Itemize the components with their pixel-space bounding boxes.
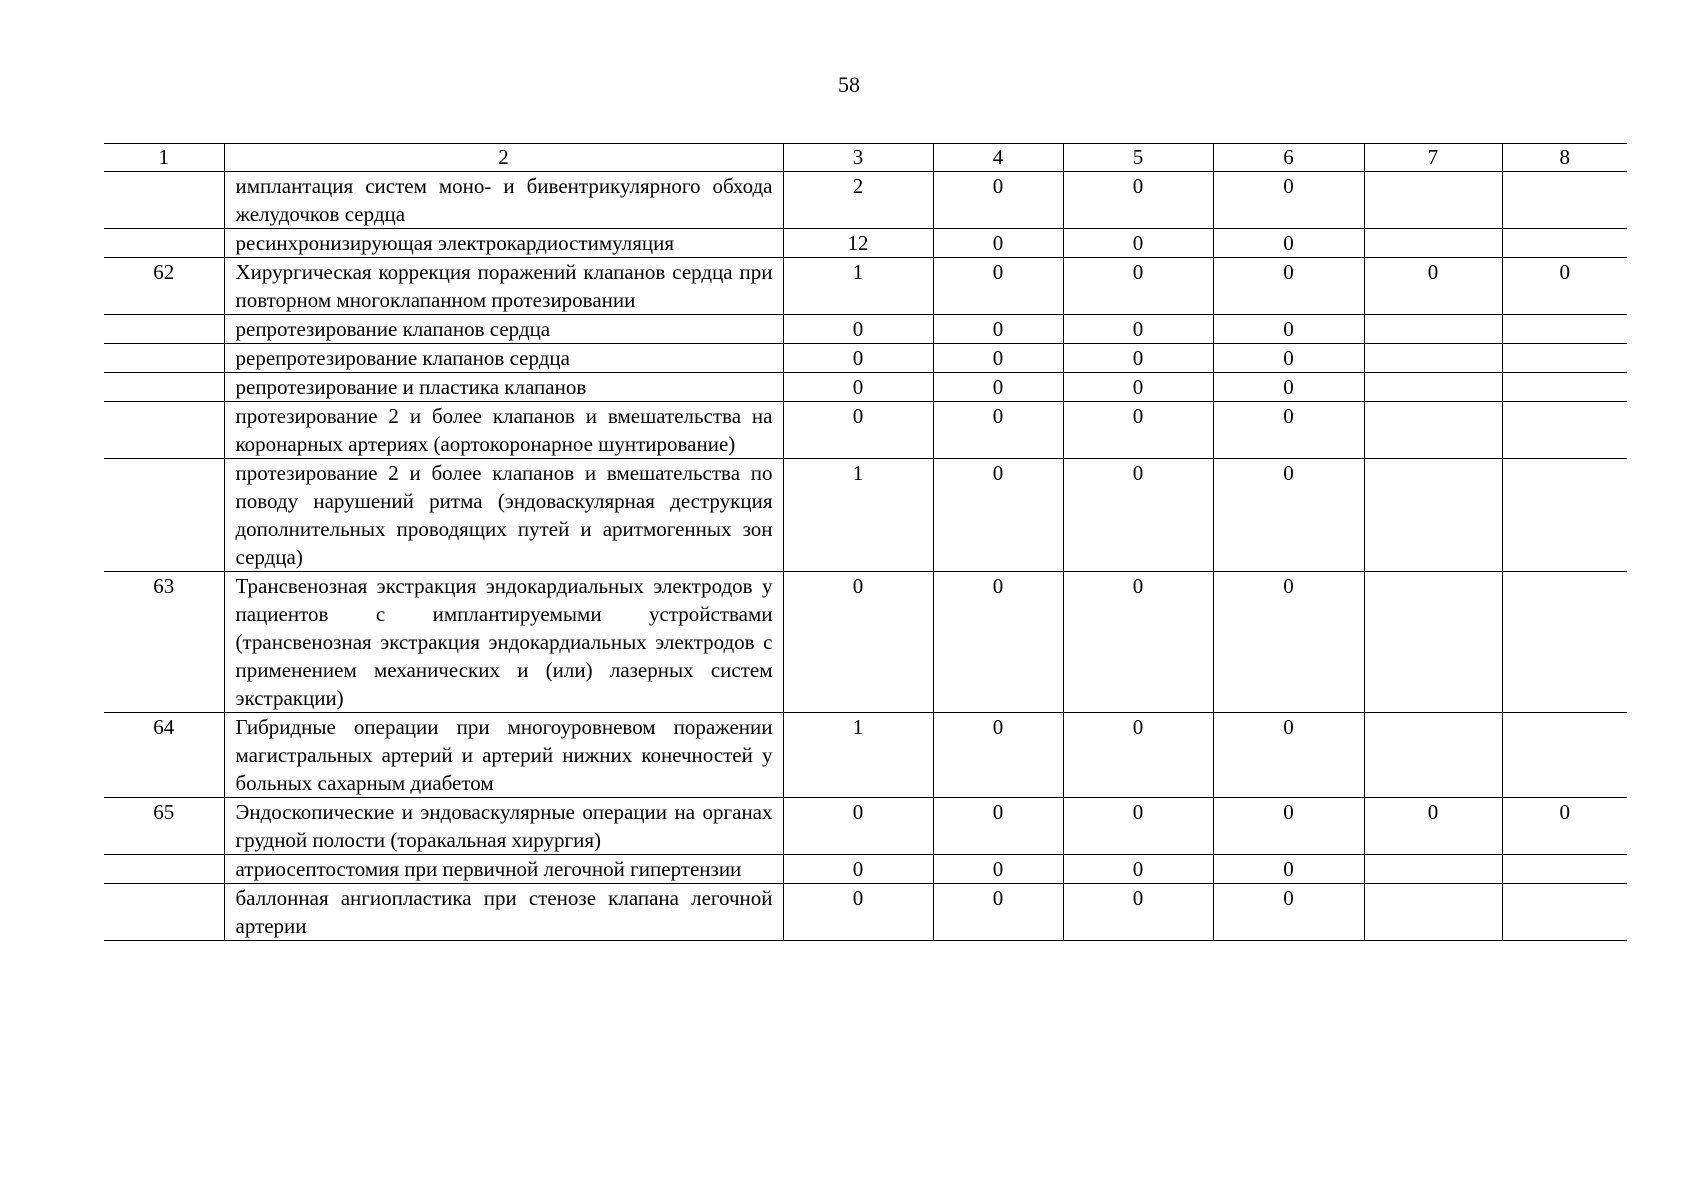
cell-col-3: 0 [783, 884, 933, 941]
table-row [104, 344, 1627, 373]
cell-col-4: 0 [933, 459, 1063, 572]
column-header-6: 6 [1213, 144, 1364, 172]
cell-col-5: 0 [1063, 373, 1213, 402]
table-row [104, 172, 1627, 229]
cell-col-4: 0 [933, 344, 1063, 373]
cell-col-3: 0 [783, 572, 933, 713]
cell-col-8 [1502, 884, 1627, 941]
row-description: ререпротезирование клапанов сердца [224, 344, 783, 373]
cell-col-4: 0 [933, 258, 1063, 315]
cell-col-3: 12 [783, 229, 933, 258]
row-description: атриосептостомия при первичной легочной гипертензии [224, 855, 783, 884]
cell-col-7 [1364, 459, 1502, 572]
column-header-8: 8 [1502, 144, 1627, 172]
cell-col-7 [1364, 855, 1502, 884]
row-number [104, 884, 224, 941]
table-row [104, 798, 1627, 855]
cell-col-6: 0 [1213, 459, 1364, 572]
cell-col-7 [1364, 229, 1502, 258]
cell-col-7 [1364, 315, 1502, 344]
row-number: 65 [104, 798, 224, 855]
cell-col-5: 0 [1063, 229, 1213, 258]
cell-col-8: 0 [1502, 258, 1627, 315]
cell-col-3: 0 [783, 344, 933, 373]
cell-col-6: 0 [1213, 884, 1364, 941]
table-row [104, 572, 1627, 713]
cell-col-7 [1364, 373, 1502, 402]
column-header-5: 5 [1063, 144, 1213, 172]
row-number: 62 [104, 258, 224, 315]
cell-col-6: 0 [1213, 572, 1364, 713]
cell-col-7: 0 [1364, 258, 1502, 315]
row-number [104, 344, 224, 373]
row-number [104, 172, 224, 229]
cell-col-6: 0 [1213, 315, 1364, 344]
row-description: протезирование 2 и более клапанов и вмешательства на коронарных артериях (аортокоронарное шунтирование) [224, 402, 783, 459]
cell-col-4: 0 [933, 855, 1063, 884]
cell-col-7 [1364, 713, 1502, 798]
cell-col-5: 0 [1063, 459, 1213, 572]
table-row [104, 855, 1627, 884]
cell-col-5: 0 [1063, 798, 1213, 855]
row-description: Гибридные операции при многоуровневом поражении магистральных артерий и артерий нижних конечностей у больных сахарным диабетом [224, 713, 783, 798]
row-number: 64 [104, 713, 224, 798]
row-description: репротезирование и пластика клапанов [224, 373, 783, 402]
table-header-row [104, 144, 1627, 172]
cell-col-8 [1502, 459, 1627, 572]
row-description: имплантация систем моно- и бивентрикулярного обхода желудочков сердца [224, 172, 783, 229]
cell-col-5: 0 [1063, 572, 1213, 713]
table-row [104, 459, 1627, 572]
cell-col-6: 0 [1213, 798, 1364, 855]
cell-col-8 [1502, 344, 1627, 373]
table-row [104, 229, 1627, 258]
row-description: репротезирование клапанов сердца [224, 315, 783, 344]
cell-col-8 [1502, 402, 1627, 459]
row-number [104, 373, 224, 402]
row-number [104, 229, 224, 258]
cell-col-3: 0 [783, 315, 933, 344]
cell-col-7 [1364, 884, 1502, 941]
cell-col-5: 0 [1063, 402, 1213, 459]
cell-col-6: 0 [1213, 172, 1364, 229]
cell-col-8 [1502, 373, 1627, 402]
cell-col-4: 0 [933, 373, 1063, 402]
cell-col-4: 0 [933, 402, 1063, 459]
cell-col-4: 0 [933, 229, 1063, 258]
table-row [104, 884, 1627, 941]
procedures-table [104, 143, 1627, 941]
cell-col-5: 0 [1063, 344, 1213, 373]
table-row [104, 258, 1627, 315]
table-row [104, 713, 1627, 798]
cell-col-7 [1364, 402, 1502, 459]
cell-col-4: 0 [933, 315, 1063, 344]
cell-col-4: 0 [933, 572, 1063, 713]
cell-col-6: 0 [1213, 855, 1364, 884]
cell-col-7: 0 [1364, 798, 1502, 855]
row-description: Трансвенозная экстракция эндокардиальных электродов у пациентов с имплантируемыми устройствами (трансвенозная экстракция эндокардиальных электродов с применением механических и (или) лазерных систем экстракции) [224, 572, 783, 713]
row-number [104, 459, 224, 572]
row-number [104, 315, 224, 344]
cell-col-4: 0 [933, 798, 1063, 855]
row-number [104, 855, 224, 884]
column-header-4: 4 [933, 144, 1063, 172]
row-description: Хирургическая коррекция поражений клапанов сердца при повторном многоклапанном протезировании [224, 258, 783, 315]
row-number [104, 402, 224, 459]
cell-col-6: 0 [1213, 373, 1364, 402]
cell-col-3: 0 [783, 798, 933, 855]
page-number: 58 [838, 72, 860, 97]
cell-col-3: 0 [783, 373, 933, 402]
cell-col-4: 0 [933, 172, 1063, 229]
column-header-2: 2 [224, 144, 783, 172]
cell-col-8: 0 [1502, 798, 1627, 855]
cell-col-7 [1364, 344, 1502, 373]
cell-col-5: 0 [1063, 315, 1213, 344]
cell-col-8 [1502, 855, 1627, 884]
cell-col-8 [1502, 315, 1627, 344]
row-description: баллонная ангиопластика при стенозе клапана легочной артерии [224, 884, 783, 941]
column-header-1: 1 [104, 144, 224, 172]
cell-col-7 [1364, 572, 1502, 713]
cell-col-3: 1 [783, 713, 933, 798]
table-row [104, 315, 1627, 344]
cell-col-5: 0 [1063, 258, 1213, 315]
row-description: Эндоскопические и эндоваскулярные операции на органах грудной полости (торакальная хирургия) [224, 798, 783, 855]
cell-col-5: 0 [1063, 713, 1213, 798]
cell-col-5: 0 [1063, 855, 1213, 884]
cell-col-5: 0 [1063, 884, 1213, 941]
cell-col-6: 0 [1213, 402, 1364, 459]
cell-col-3: 0 [783, 402, 933, 459]
cell-col-4: 0 [933, 884, 1063, 941]
row-description: протезирование 2 и более клапанов и вмешательства по поводу нарушений ритма (эндоваскулярная деструкция дополнительных проводящих путей и аритмогенных зон сердца) [224, 459, 783, 572]
cell-col-6: 0 [1213, 258, 1364, 315]
table-row [104, 373, 1627, 402]
cell-col-8 [1502, 172, 1627, 229]
cell-col-3: 1 [783, 258, 933, 315]
cell-col-7 [1364, 172, 1502, 229]
cell-col-6: 0 [1213, 713, 1364, 798]
column-header-7: 7 [1364, 144, 1502, 172]
cell-col-6: 0 [1213, 344, 1364, 373]
cell-col-8 [1502, 229, 1627, 258]
cell-col-5: 0 [1063, 172, 1213, 229]
cell-col-6: 0 [1213, 229, 1364, 258]
table-row [104, 402, 1627, 459]
cell-col-8 [1502, 713, 1627, 798]
cell-col-3: 2 [783, 172, 933, 229]
row-description: ресинхронизирующая электрокардиостимуляция [224, 229, 783, 258]
cell-col-8 [1502, 572, 1627, 713]
column-header-3: 3 [783, 144, 933, 172]
cell-col-3: 0 [783, 855, 933, 884]
cell-col-4: 0 [933, 713, 1063, 798]
cell-col-3: 1 [783, 459, 933, 572]
row-number: 63 [104, 572, 224, 713]
